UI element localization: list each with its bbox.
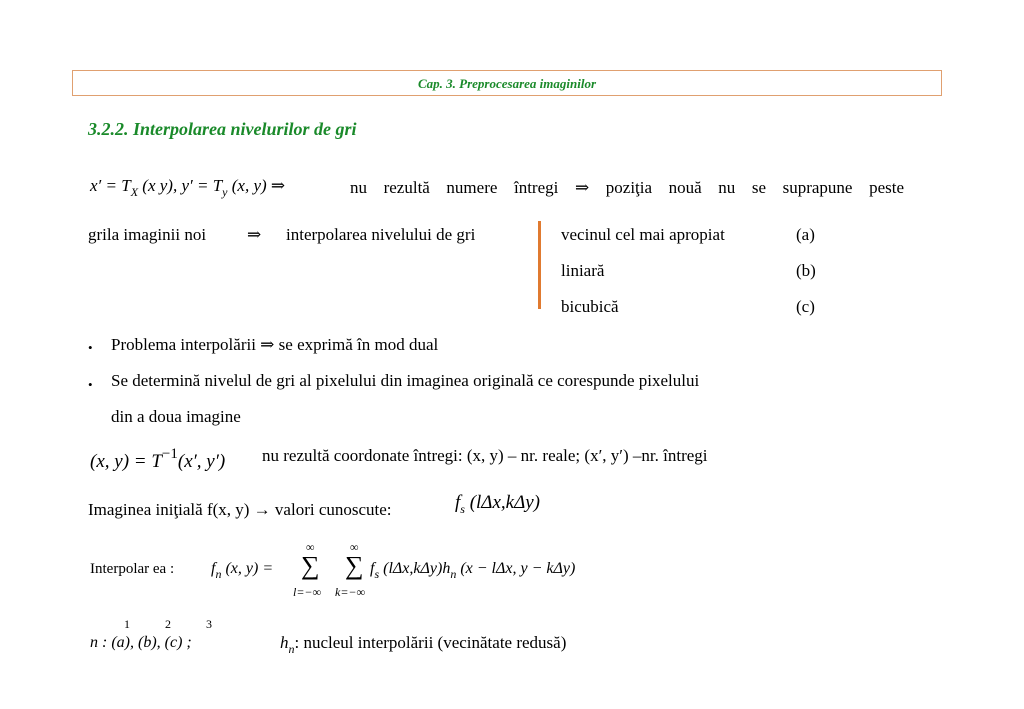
header-box bbox=[72, 70, 942, 96]
sum-body: $f_s$ $(l\Delta x,k\Delta y)h_n$ (x − lΔx, y − kΔy) bbox=[370, 560, 576, 581]
sum2-upper: ∞ bbox=[350, 540, 359, 554]
transform-formula: $x' = T_X$ (x y), $y' = T_y$ (x, y) ⇒ bbox=[90, 176, 286, 199]
sum2-sigma: ∑ bbox=[345, 551, 364, 580]
index-2: 2 bbox=[165, 617, 171, 631]
bullet-2-cont: din a doua imagine bbox=[111, 407, 241, 426]
option-c-tag: (c) bbox=[796, 297, 815, 316]
index-1: 1 bbox=[124, 617, 130, 631]
sum1-upper: ∞ bbox=[306, 540, 315, 554]
bullet-2-text: Se determină nivelul de gri al pixelului din imaginea originală ce corespunde pixelului bbox=[111, 371, 700, 390]
inverse-formula: (x, $y) = T^{-1}(x'$, y′) bbox=[90, 446, 226, 472]
interp-label: Interpolar ea : bbox=[90, 561, 175, 577]
inverse-text: nu rezultă coordonate întregi: (x, y) – nr. reale; (x′, y′) –nr. întregi bbox=[262, 446, 708, 465]
brace-bar bbox=[538, 221, 541, 309]
n-line: n : (a), (b), (c) ; bbox=[90, 634, 192, 651]
bullet-dot: • bbox=[88, 340, 93, 355]
sum2-lower: k=−∞ bbox=[335, 585, 366, 599]
hn-desc: $h_n$: nucleul interpolării (vecinătate redusă) bbox=[280, 633, 567, 656]
option-b-label: liniară bbox=[561, 261, 605, 280]
grid-text: grila imaginii noi bbox=[88, 225, 207, 244]
initial-text: Imaginea iniţială f(x, y) → valori cunoscute: bbox=[88, 500, 392, 519]
interp-text: interpolarea nivelului de gri bbox=[286, 225, 476, 244]
sum1-sigma: ∑ bbox=[301, 551, 320, 580]
index-3: 3 bbox=[206, 617, 212, 631]
sum1-lower: l=−∞ bbox=[293, 585, 322, 599]
fs-formula: $f_s$ (lΔx,kΔy) bbox=[455, 492, 540, 516]
option-b-tag: (b) bbox=[796, 261, 816, 280]
option-a-label: vecinul cel mai apropiat bbox=[561, 225, 725, 244]
bullet-1-text: Problema interpolării ⇒ se exprimă în mod dual bbox=[111, 335, 439, 354]
implies-arrow: ⇒ bbox=[247, 225, 262, 244]
chapter-title: Cap. 3. Preprocesarea imaginilor bbox=[417, 76, 597, 91]
option-a-tag: (a) bbox=[796, 225, 815, 244]
section-title: 3.2.2. Interpolarea nivelurilor de gri bbox=[88, 119, 357, 139]
option-c-label: bicubică bbox=[561, 297, 619, 316]
line1-text: nu rezultă numere întregi ⇒ poziţia nouă nu se suprapune peste bbox=[350, 178, 904, 197]
fn-lhs: $f_n$ (x, y) = bbox=[211, 560, 274, 581]
bullet-dot: • bbox=[88, 377, 93, 392]
